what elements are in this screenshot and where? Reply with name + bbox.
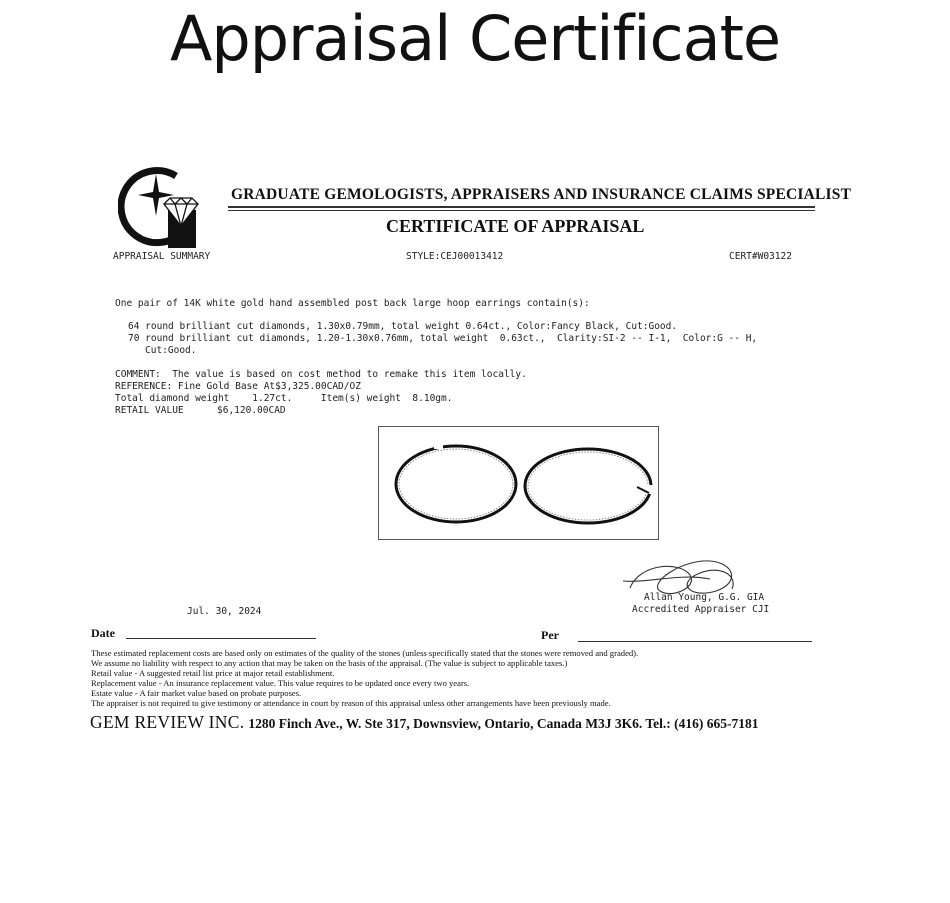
page-title: Appraisal Certificate <box>169 2 781 75</box>
weights: Total diamond weight 1.27ct. Item(s) weight 8.10gm. <box>115 393 453 404</box>
disclaimer-line-1: These estimated replacement costs are based only on estimates of the quality of the stones (unless specifically stated that the stones were removed and graded). <box>91 648 639 658</box>
header-rule-top <box>228 206 815 208</box>
retail-value: $6,120.00CAD <box>217 405 286 416</box>
per-label: Per <box>541 628 559 642</box>
comment: COMMENT: The value is based on cost method to remake this item locally. <box>115 369 527 380</box>
style-number: STYLE:CEJ00013412 <box>406 251 504 262</box>
diamond-line-2-cont: Cut:Good. <box>145 345 197 356</box>
diamond-line-1: 64 round brilliant cut diamonds, 1.30x0.79mm, total weight 0.64ct., Color:Fancy Black, Cut:Good. <box>128 321 678 332</box>
disclaimer-line-3: Retail value - A suggested retail list price at major retail establishment. <box>91 668 335 678</box>
date-line <box>126 638 316 639</box>
item-description: One pair of 14K white gold hand assembled post back large hoop earrings contain(s): <box>115 298 590 309</box>
certificate-number: CERT#W03122 <box>729 251 792 262</box>
header-rule-bottom <box>228 210 815 211</box>
disclaimer-line-4: Replacement value - An insurance replacement value. This value requires to be updated once every two years. <box>91 678 470 688</box>
per-line <box>578 641 812 642</box>
reference: REFERENCE: Fine Gold Base At$3,325.00CAD/OZ <box>115 381 361 392</box>
organization-line: GRADUATE GEMOLOGISTS, APPRAISERS AND INSURANCE CLAIMS SPECIALIST <box>231 186 852 203</box>
disclaimer-line-5: Estate value - A fair market value based on probate purposes. <box>91 688 302 698</box>
disclaimer-line-2: We assume no liability with respect to any action that may be taken on the basis of the appraisal. (The value is subject to applicable taxes.) <box>91 658 568 668</box>
company-name: GEM REVIEW INC. <box>90 712 245 732</box>
certificate-title: CERTIFICATE OF APPRAISAL <box>386 216 645 236</box>
earrings-photo <box>378 426 659 540</box>
diamond-line-2: 70 round brilliant cut diamonds, 1.20-1.30x0.76mm, total weight 0.63ct., Clarity:SI-2 -- I-1, Color:G -- H, <box>128 333 758 344</box>
signer-name: Allan Young, G.G. GIA <box>644 592 765 603</box>
date-label: Date <box>91 626 115 640</box>
appraisal-summary-label: APPRAISAL SUMMARY <box>113 251 211 262</box>
retail-value-label: RETAIL VALUE <box>115 405 184 416</box>
gemologist-logo <box>118 162 204 252</box>
company-address: 1280 Finch Ave., W. Ste 317, Downsview, Ontario, Canada M3J 3K6. Tel.: (416) 665-7181 <box>248 716 759 731</box>
signer-title: Accredited Appraiser CJI <box>632 604 770 615</box>
disclaimer-line-6: The appraiser is not required to give testimony or attendance in court by reason of this appraisal unless other arrangements have been previously made. <box>91 698 611 708</box>
appraisal-date: Jul. 30, 2024 <box>187 606 262 617</box>
company-footer <box>90 712 759 733</box>
hoop-earrings-image <box>379 427 658 539</box>
